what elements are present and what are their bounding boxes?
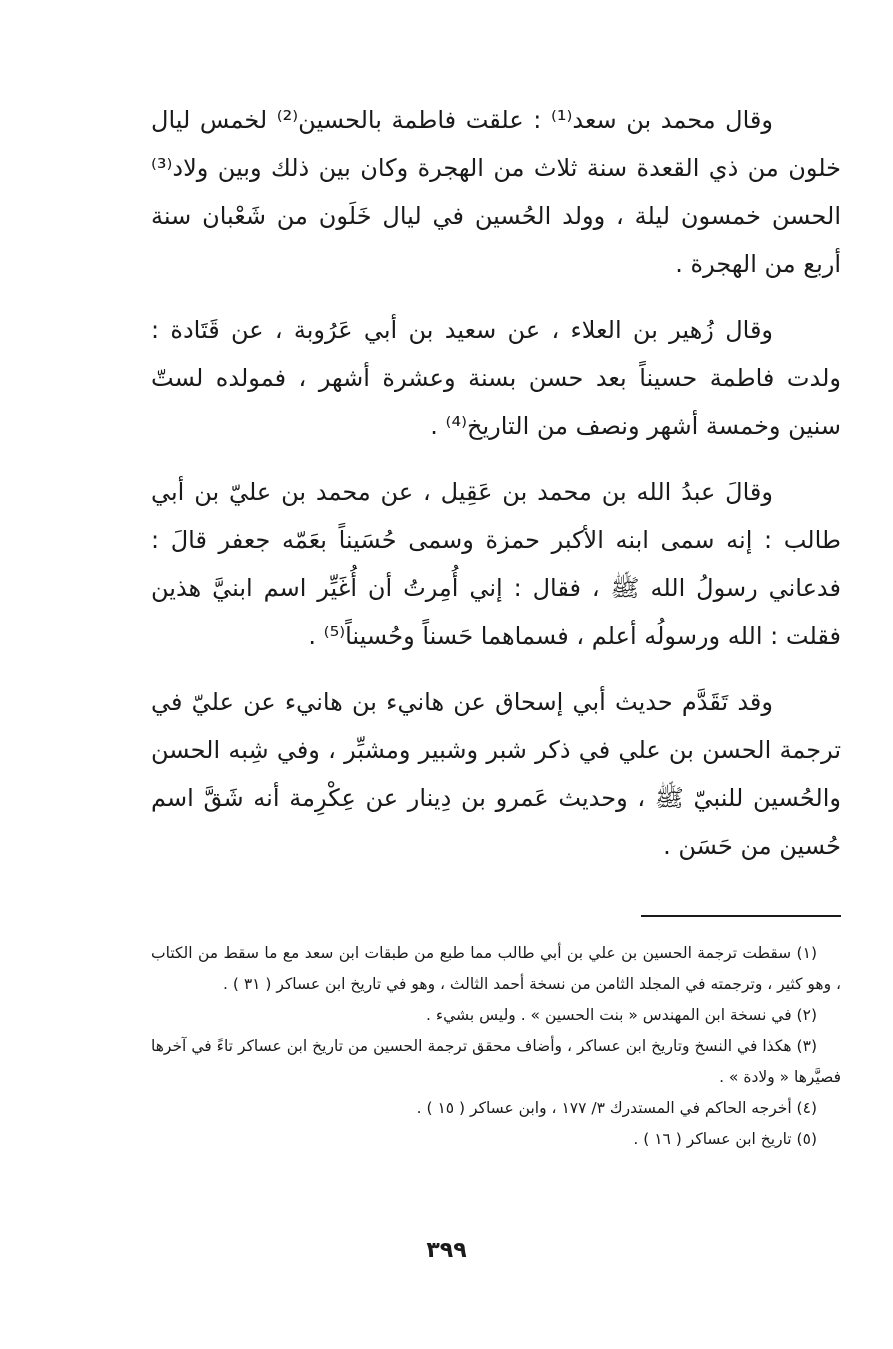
- footnote-5: (٥) تاريخ ابن عساكر ( ١٦ ) .: [633, 1130, 817, 1148]
- page-number: ٣٩٩: [426, 1238, 467, 1263]
- paragraph-3: وقالَ عبدُ الله بن محمد بن عَقِيل ، عن محمد بن عليّ بن أبي طالب : إنه سمى ابنه الأكبر حمزة وسمى حُسَيناً بعَمّه جعفر قالَ : فدعاني رسولُ الله ﷺ ، فقال : إني أُمِرتُ أن أُغَيِّر اسم ابنيَّ هذين فقلت : الله ورسولُه أعلم ، فسماهما حَسناً وحُسيناً⁽⁵⁾ .: [151, 478, 841, 650]
- paragraph-1: وقال محمد بن سعد⁽¹⁾ : علقت فاطمة بالحسين⁽²⁾ لخمس ليال خلون من ذي القعدة سنة ثلاث من الهجرة وكان بين ذلك وبين ولاد⁽³⁾ الحسن خمسون ليلة ، وولد الحُسين في ليال خَلَون من شَعْبان سنة أربع من الهجرة .: [151, 106, 841, 278]
- paragraph-2: وقال زُهير بن العلاء ، عن سعيد بن أبي عَرُوبة ، عن قَتَادة : ولدت فاطمة حسيناً بعد حسن بسنة وعشرة أشهر ، فمولده لستّ سنين وخمسة أشهر ونصف من التاريخ⁽⁴⁾ .: [151, 316, 841, 440]
- footnote-3: (٣) هكذا في النسخ وتاريخ ابن عساكر ، وأضاف محقق ترجمة الحسين من تاريخ ابن عساكر تاءً في آخرها فصيَّرها « ولادة » .: [151, 1037, 841, 1086]
- main-text: [151, 96, 841, 888]
- footnote-1: (١) سقطت ترجمة الحسين بن علي بن أبي طالب مما طبع من طبقات ابن سعد مع ما سقط من الكتاب ، وهو كثير ، وترجمته في المجلد الثامن من نسخة أحمد الثالث ، وهو في تاريخ ابن عساكر ( ٣١ ) .: [151, 944, 841, 993]
- footnotes: [151, 938, 841, 1155]
- footnote-separator: [641, 915, 841, 917]
- paragraph-4: وقد تَقَدَّم حديث أبي إسحاق عن هانيء بن هانيء عن عليّ في ترجمة الحسن بن علي في ذكر شبر وشبير ومشبِّر ، وفي شِبه الحسن والحُسين للنبيّ ﷺ ، وحديث عَمرو بن دِينار عن عِكْرِمة أنه شَقَّ اسم حُسين من حَسَن .: [151, 688, 841, 860]
- footnote-4: (٤) أخرجه الحاكم في المستدرك ٣/ ١٧٧ ، وابن عساكر ( ١٥ ) .: [416, 1099, 817, 1117]
- footnote-2: (٢) في نسخة ابن المهندس « بنت الحسين » . وليس بشيء .: [426, 1006, 817, 1024]
